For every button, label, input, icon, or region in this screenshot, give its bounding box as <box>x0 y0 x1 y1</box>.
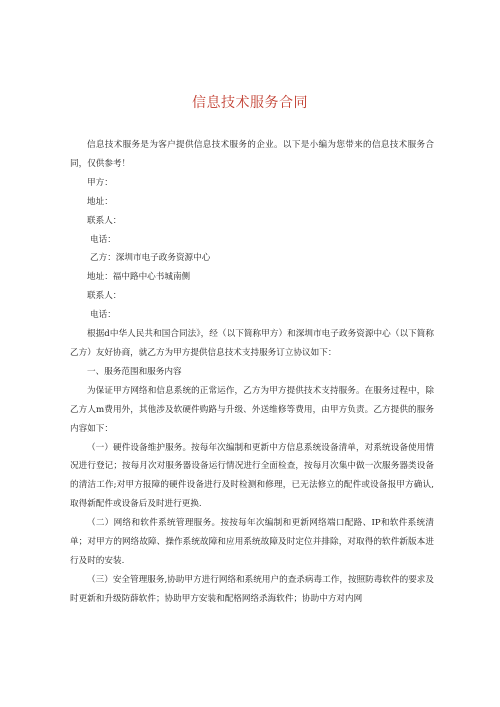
party-a-address: 地址： <box>87 196 113 207</box>
hardware-maintenance-paragraph: （一）硬件设备维护服务。按每年次编制和更新中方信息系统设备清单，对系统设备使用情况进行登记；按每月次对服务器设备运行情况进行全面检查，按每月次集中做一次服务器类设备的清洁工作;对甲方报障的硬件设备进行及时检测和修理，已无法修立的配件或设备报甲方确认,取得新配件或设备后及时进行更换. <box>70 442 434 510</box>
party-a-contact: 联系人： <box>87 215 122 226</box>
network-software-paragraph: （二）网络和软件系统管理服务。按按每年次编制和更新网络端口配路、IP和软件系统清单；对甲方的网络故障、操作系统故障和应用系统故障及时定位并排除，对取得的软件新版本进行及时的安装. <box>70 518 434 566</box>
intro-paragraph: 信息技术服务是为客户提供信息技术服务的企业。以下是小编为您带来的信息技术服务合同，仅供参考！ <box>70 140 434 169</box>
party-a-phone: 电话： <box>90 234 116 245</box>
party-b-phone: 电话： <box>90 310 116 321</box>
section-heading: 一、服务范围和服务内容 <box>87 366 182 377</box>
security-management-paragraph: （三）安全管理服务,协助甲方进行网络和系统用户的查杀病毒工作，按照防毒软件的要求及时更新和升级防薛软件；协助甲方安装和配格网络杀海软件；协助中方对内网 <box>70 574 434 604</box>
party-b-address: 地址：福中路中心书城南侧 <box>87 272 191 283</box>
document-body <box>70 136 434 609</box>
agreement-basis-paragraph: 根据d中华人民共和国合同法》，经（以下简称甲方）和深圳市电子政务资源中心（以下简称乙方）友好协商，就乙方为甲方提供信息技术支持服务订立协议如下： <box>70 329 434 358</box>
party-b-contact: 联系人： <box>87 291 122 302</box>
party-b-label: 乙方：深圳市电子政务资源中心 <box>90 253 211 264</box>
party-a-label: 甲方： <box>87 177 113 188</box>
service-scope-paragraph: 为保证甲方网络和信息系统的正常运作，乙方为甲方提供技术支持服务。在服务过程中，除乙方人m费用外，其他涉及软硬件购路与升级、外送维修等费用，由甲方负责。乙方提供的服务内容如下： <box>70 385 434 434</box>
page-title: 信息技术服务合同 <box>192 95 308 111</box>
